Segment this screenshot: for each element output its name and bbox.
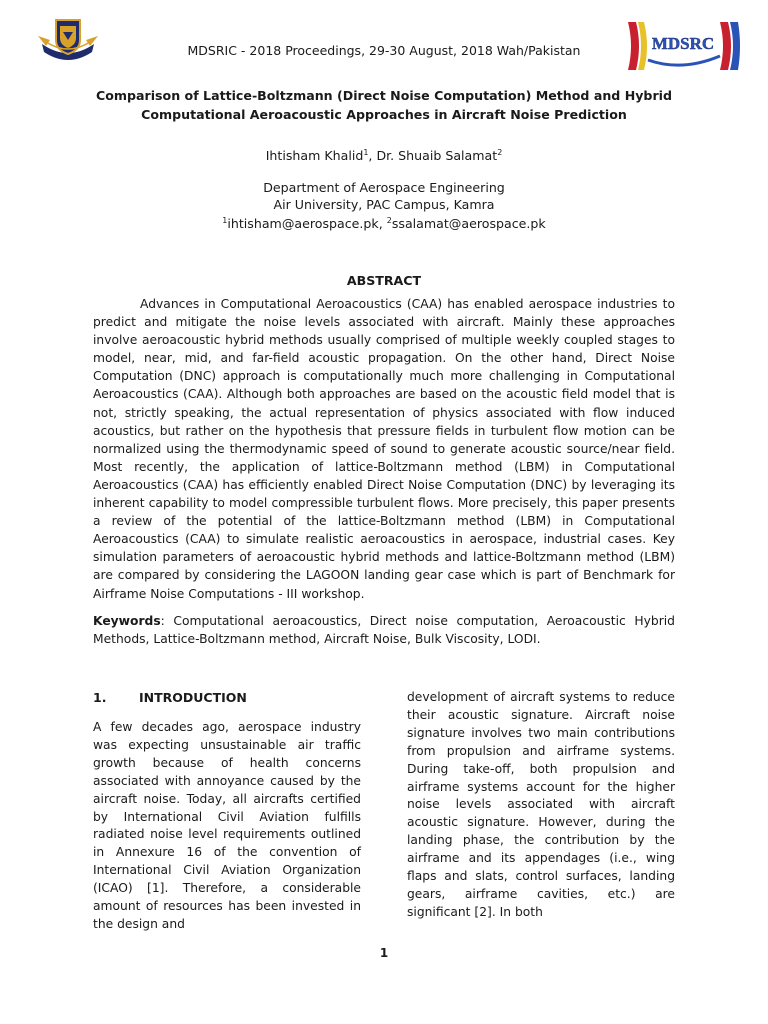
section-heading-introduction: [93, 689, 361, 709]
section-title: INTRODUCTION: [139, 690, 247, 705]
email-2-sup: 2: [386, 216, 392, 225]
mdsrc-logo-text: MDSRC: [651, 34, 715, 53]
institution: Air University, PAC Campus, Kamra: [273, 196, 495, 212]
author-1-sup: 1: [363, 148, 369, 157]
keywords-text: : Computational aeroacoustics, Direct noise computation, Aeroacoustic Hybrid Methods, Lattice-Boltzmann method, Aircraft Noise, Bulk Viscosity, LODI.: [93, 614, 675, 647]
affiliation-block: [0, 180, 768, 233]
keywords-paragraph: [93, 612, 675, 649]
email-line: [0, 213, 768, 233]
abstract-heading: ABSTRACT: [346, 273, 422, 288]
left-column: [93, 689, 361, 934]
author-separator: ,: [368, 148, 377, 164]
introduction-left-text: A few decades ago, aerospace industry was expecting unsustainable air traffic growth because of health concerns associated with annoyance caused by the aircraft noise. Today, all aircrafts certified by International Civil Aviation fulfills radiated noise level requirements outlined in Annexure 16 of the convention of International Civil Aviation Organization (ICAO) [1]. Therefore, a considerable amount of resources has been invested in the design and: [93, 720, 361, 931]
page-number: 1: [379, 946, 389, 960]
author-1-name: Ihtisham Khalid: [265, 148, 364, 164]
email-1: ihtisham@aerospace.pk,: [227, 216, 387, 232]
mdsrc-logo: [624, 20, 742, 72]
section-number: 1.: [93, 690, 107, 705]
title-line-1: Comparison of Lattice-Boltzmann (Direct Noise Computation) Method and Hybrid: [95, 88, 672, 103]
proceedings-header: MDSRIC - 2018 Proceedings, 29-30 August, 2018 Wah/Pakistan: [187, 43, 581, 58]
introduction-right-text: development of aircraft systems to reduce their acoustic signature. Aircraft noise signature involves two main contributions from propulsion and airframe systems. During take-off, both propulsion and airframe systems account for the higher noise levels associated with aircraft acoustic signature. However, during the landing phase, the contribution by the airframe and its appendages (i.e., wing flaps and slats, control surfaces, landing gears, airframe cavities, etc.) are significant [2]. In both: [407, 690, 675, 919]
email-1-sup: 1: [222, 216, 228, 225]
author-2-sup: 2: [497, 148, 503, 157]
email-2: ssalamat@aerospace.pk: [391, 216, 546, 232]
author-2-name: Dr. Shuaib Salamat: [376, 148, 498, 164]
paper-title: [90, 86, 678, 124]
department: Department of Aerospace Engineering: [263, 180, 505, 195]
author-list: [0, 148, 768, 163]
university-crest-logo: [36, 14, 100, 68]
title-line-2: Computational Aeroacoustic Approaches in Aircraft Noise Prediction: [141, 107, 627, 122]
keywords-label: Keywords: [93, 614, 161, 628]
right-column: [407, 689, 675, 922]
abstract-body: Advances in Computational Aeroacoustics (CAA) has enabled aerospace industries to predict and mitigate the noise levels associated with aircraft. Mainly these approaches involve aeroacoustic hybrid methods usually comprised of multiple weekly coupled stages to model, near, mid, and far-field acoustic propagation. On the other hand, Direct Noise Computation (DNC) approach is computationally much more challenging in Computational Aeroacoustics (CAA). Although both approaches are based on the acoustic field model that is not, strictly speaking, the actual representation of physics associated with flow induced acoustics, but rather on the hypothesis that pressure fields in turbulent flow motion can be normalized using the thermodynamic speed of sound to generate acoustic source/near field. Most recently, the application of lattice-Boltzmann method (LBM) in Computational Aeroacoustics (CAA) has efficiently enabled Direct Noise Computation (DNC) by leveraging its inherent capability to model compressible turbulent flows. More precisely, this paper presents a review of the potential of the lattice-Boltzmann method (LBM) in Computational Aeroacoustics (CAA) to simulate realistic aeroacoustics in aerospace, industrial cases. Key simulation parameters of aeroacoustic hybrid methods and lattice-Boltzmann method (LBM) are compared by considering the LAGOON landing gear case which is part of Benchmark for Airframe Noise Computations - III workshop.: [93, 297, 675, 601]
